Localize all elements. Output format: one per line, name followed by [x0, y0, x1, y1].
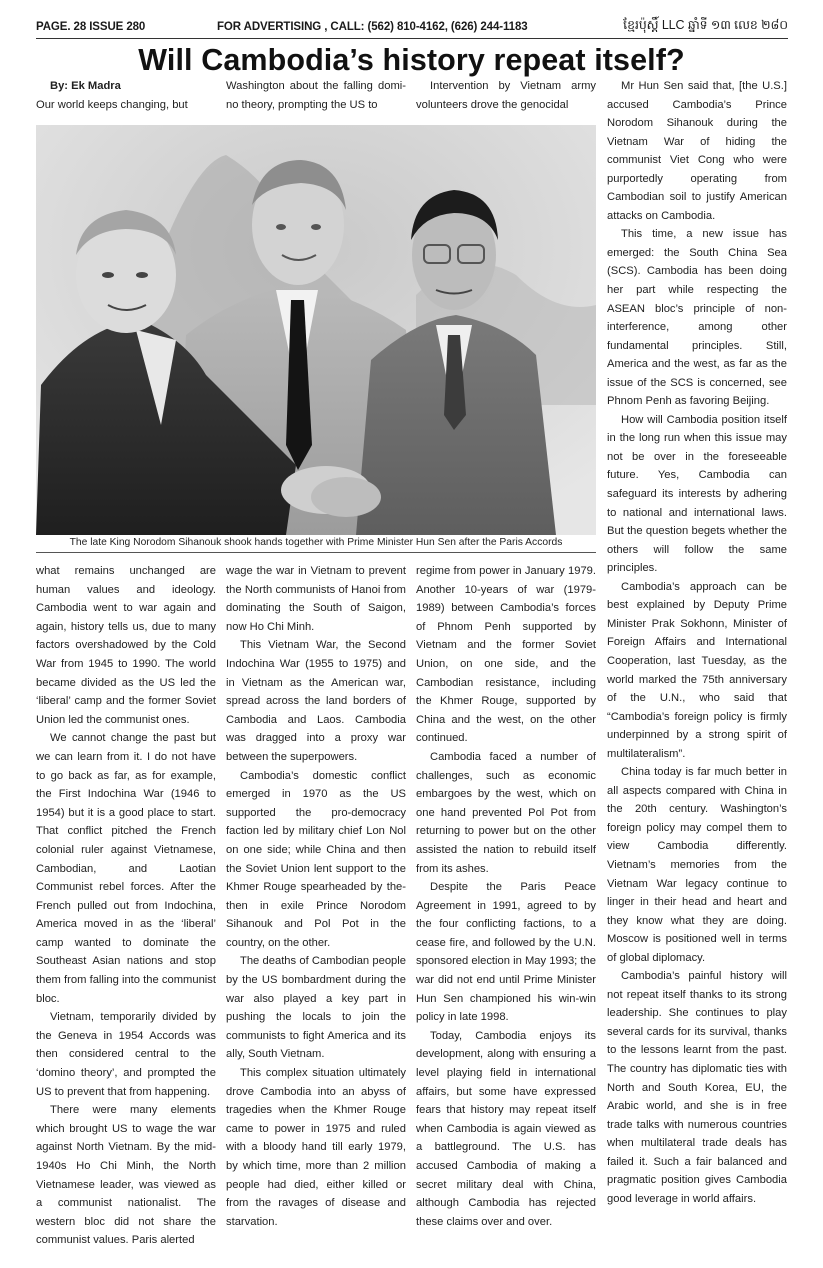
- paragraph: what remains unchanged are human values and ideology. Cambodia went to war again and again, history tells us, due to many factors overshadowed by the Cold War from 1945 to 1990. The world became divided as the US led the ‘liberal’ camp and the former Soviet Union led the communist ones.: [36, 565, 216, 726]
- paragraph: This Vietnam War, the Second Indochina War (1955 to 1975) and in Vietnam as the American war, spread across the land borders of Cambodia and Laos. Cambodia was dragged into a proxy war between the superpowers.: [226, 639, 406, 763]
- publication-name: ខ្មែរប៉ុស្តិ៍ LLC ឆ្នាំទី ១៣ លេខ ២៨០: [623, 18, 788, 32]
- column-3-top: [416, 77, 596, 114]
- advertising-contact: FOR ADVERTISING , CALL: (562) 810-4162, (626) 244-1183: [217, 21, 528, 33]
- column-2-bottom: [226, 562, 406, 1231]
- article-photo: [36, 125, 596, 535]
- paragraph: regime from power in January 1979. Another 10-years of war (1979- 1989) between Cambodia’s forces of Phnom Penh supported by Vietnam and the former Soviet Union, on one side, and the Cambodian resistance, including the Khmer Rouge, supported by China and the west, on the other continued.: [416, 565, 596, 745]
- paragraph: How will Cambodia position itself in the long run when this issue may not be over in the foreseeable future. Yes, Cambodia can safeguard its interests by adhering to national and international laws. But the question begets whether the others will follow the same principles.: [607, 413, 787, 575]
- paragraph: Today, Cambodia enjoys its development, along with ensuring a level playing field in international affairs, but some have expressed fears that history may repeat itself when Cambodia is again viewed as a battleground. The U.S. has accused Cambodia of making a secret military deal with China, although Cambodia has rejected these claims over and over.: [416, 1029, 596, 1228]
- column-3-bottom: [416, 562, 596, 1231]
- column-2-top: [226, 77, 406, 114]
- article-headline: Will Cambodia’s history repeat itself?: [138, 43, 685, 77]
- paragraph: We cannot change the past but we can learn from it. I do not have to go back as far, as for example, the First Indochina War (1946 to 1954) but it is a good place to start. That conflict pitched the French colonial ruler against Vietnamese, Cambodian, and Laotian Communist rebel forces. After the French pulled out from Indochina, America moved in as the ‘liberal’ camp wanted to dominate the Southeast Asian nations and stop them from falling into the communist bloc.: [36, 732, 216, 1005]
- paragraph: Washington about the falling domi- no theory, prompting the US to: [226, 80, 406, 111]
- masthead: [36, 18, 788, 39]
- paragraph: Cambodia’s approach can be best explained by Deputy Prime Minister Prak Sokhonn, Minister of Foreign Affairs and International Cooperation, last Tuesday, as the world marked the 75th anniversary of the U.N., who said that “Cambodia’s foreign policy is firmly underpinned by a strong spirit of multilateralism”.: [607, 580, 787, 760]
- photo-caption: The late King Norodom Sihanouk shook hands together with Prime Minister Hun Sen after the Paris Accords: [36, 537, 596, 553]
- paragraph: China today is far much better in all aspects compared with China in the 20th century. Washington’s foreign policy may compel them to view Cambodia differently. Vietnam’s memories from the Vietnam War legacy continue to linger in their head and heart and they know what they are doing. Moscow is positioned well in terms of global diplomacy.: [607, 766, 787, 964]
- column-4: [607, 77, 787, 1208]
- paragraph: wage the war in Vietnam to prevent the North communists of Hanoi from dominating the South of Saigon, now Ho Chi Minh.: [226, 565, 406, 633]
- paragraph: This complex situation ultimately drove Cambodia into an abyss of tragedies when the Khmer Rouge came to power in 1975 and ruled with a bloody hand till early 1979, by which time, more than 2 million people had died, either killed or from the ravages of disease and starvation.: [226, 1067, 406, 1228]
- paragraph: Mr Hun Sen said that, [the U.S.] accused Cambodia’s Prince Norodom Sihanouk during the Vietnam War of hiding the communist Viet Cong who were purportedly operating from Cambodian soil to justify American attacks on Cambodia.: [607, 80, 787, 222]
- paragraph: There were many elements which brought US to wage the war against North Vietnam. By the mid-1940s Ho Chi Minh, the North Vietnamese leader, was viewed as a communist nationalist. The western bloc did not share the communist values. Paris alerted: [36, 1104, 216, 1247]
- paragraph: Cambodia faced a number of challenges, such as economic embargoes by the west, which on one hand prevented Pol Pot from returning to power but on the other assisted the nation to rebuild itself from its ashes.: [416, 750, 596, 875]
- page-issue-label: PAGE. 28 ISSUE 280: [36, 21, 146, 33]
- paragraph: Cambodia’s painful history will not repeat itself thanks to its strong leadership. She continues to play several cards for its survival, thanks to the lessons learnt from the past. The country has diplomatic ties with North and South Korea, EU, the Arabic world, and she is in free trade talks with numerous countries when multilateral trade deals has failed it. Such a fair balanced and pragmatic position gives Cambodia good leverage in world affairs.: [607, 970, 787, 1205]
- column-1-top: [36, 77, 216, 114]
- column-1-bottom: [36, 562, 216, 1250]
- paragraph: This time, a new issue has emerged: the South China Sea (SCS). Cambodia has been doing her part while respecting the ASEAN bloc’s principle of non-interference, among other fundamental principles. Still, America and the west, as far as the issue of the SCS is concerned, see Phnom Penh as favoring Beijing.: [607, 228, 787, 408]
- photo-handshake-icon: [36, 125, 596, 535]
- byline: By: Ek Madra: [50, 80, 121, 92]
- paragraph: Our world keeps changing, but: [36, 98, 188, 111]
- paragraph: Cambodia’s domestic conflict emerged in 1970 as the US supported the pro-democracy faction led by military chief Lon Nol on one side; while China and then the Soviet Union lent support to the Khmer Rouge spearheaded by the-then in exile Prince Norodom Sihanouk and Pol Pot in the country, on the other.: [226, 769, 406, 949]
- paragraph: Intervention by Vietnam army volunteers drove the genocidal: [416, 80, 596, 111]
- paragraph: Vietnam, temporarily divided by the Geneva in 1954 Accords was then considered central to the ‘domino theory’, and prompted the US to prevent that from happening.: [36, 1011, 216, 1098]
- paragraph: The deaths of Cambodian people by the US bombardment during the war also played a key part in pushing the locals to join the communists to fight America and its ally, South Vietnam.: [226, 955, 406, 1061]
- paragraph: Despite the Paris Peace Agreement in 1991, agreed to by the four conflicting factions, to a cease fire, and followed by the U.N. sponsored election in May 1993; the war did not end until Prime Minister Hun Sen championed his win-win policy in late 1998.: [416, 881, 596, 1024]
